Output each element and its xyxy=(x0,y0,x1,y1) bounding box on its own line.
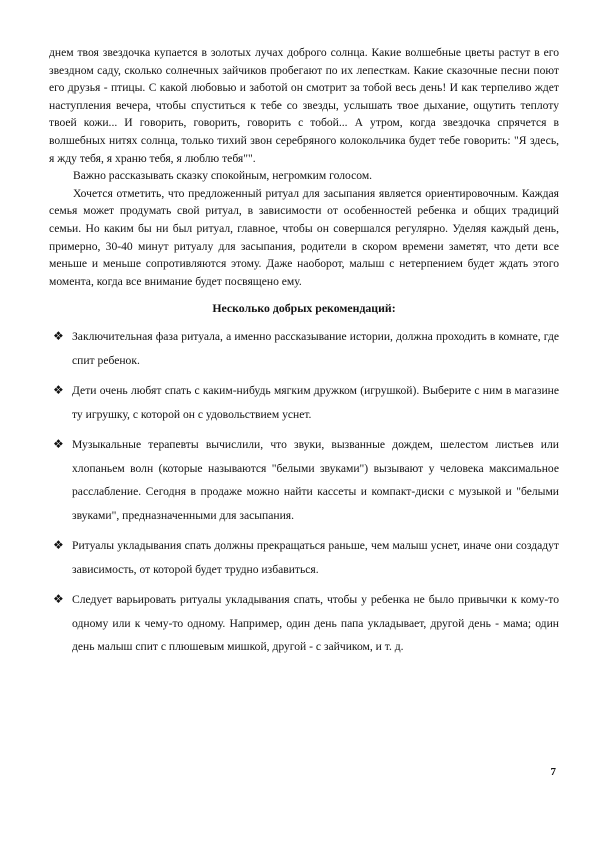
list-item-text: Ритуалы укладывания спать должны прекращаться раньше, чем малыш уснет, иначе они создадут зависимость, от которой будет трудно избавиться. xyxy=(72,539,559,576)
diamond-bullet-icon: ❖ xyxy=(53,329,64,344)
page-number: 7 xyxy=(550,766,556,778)
list-item xyxy=(49,534,559,581)
paragraph-tip-voice: Важно рассказывать сказку спокойным, негромким голосом. xyxy=(73,169,373,183)
paragraph-story-continuation: днем твоя звездочка купается в золотых лучах доброго солнца. Какие волшебные цветы растут в его звездном саду, сколько солнечных зайчиков пробегают по их лепесткам. Какие сказочные песни поют его друзья - птицы. С какой любовью и заботой он смотрит за тобой весь день! И как терпеливо ждет наступления вечера, чтобы спуститься к тебе со звезды, услышать твое дыхание, ощутить теплоту твоей кожи... И говорить, говорить, говорить с тобой... А утром, когда звездочка спрячется в волшебных нитях солнца, только тихий звон серебряного колокольчика будет тебе говорить: "Я здесь, я жду тебя, я храню тебя, я люблю тебя"". xyxy=(49,46,559,165)
list-item xyxy=(49,325,559,372)
list-item-text: Музыкальные терапевты вычислили, что звуки, вызванные дождем, шелестом листьев или хлопаньем волн (которые называются "белыми звуками") вызывают у человека максимальное расслабление. Сегодня в продаже можно найти кассеты и компакт-диски с музыкой и "белыми звуками", предназначенными для засыпания. xyxy=(72,438,559,522)
recommendations-list xyxy=(49,325,559,659)
paragraph-ritual-note: Хочется отметить, что предложенный ритуал для засыпания является ориентировочным. Каждая семья может продумать свой ритуал, в зависимости от особенностей ребенка и общих традиций семьи. Но каким бы ни был ритуал, главное, чтобы он совершался регулярно. Уделяя каждый день, примерно, 30-40 минут ритуалу для засыпания, родители в скором времени заметят, что дети все меньше и меньше сопротивляются этому. Даже наоборот, малыш с нетерпением будет ждать этого момента, когда все внимание будет посвящено ему. xyxy=(49,186,559,288)
list-item-text: Дети очень любят спать с каким-нибудь мягким дружком (игрушкой). Выберите с ним в магазине ту игрушку, с которой он с удовольствием уснет. xyxy=(72,384,559,421)
list-item xyxy=(49,379,559,426)
diamond-bullet-icon: ❖ xyxy=(53,437,64,452)
diamond-bullet-icon: ❖ xyxy=(53,592,64,607)
recommendations-heading: Несколько добрых рекомендаций: xyxy=(212,301,396,316)
diamond-bullet-icon: ❖ xyxy=(53,383,64,398)
diamond-bullet-icon: ❖ xyxy=(53,538,64,553)
body-text xyxy=(49,44,559,290)
list-item-text: Заключительная фаза ритуала, а именно рассказывание истории, должна проходить в комнате, где спит ребенок. xyxy=(72,330,559,367)
list-item-text: Следует варьировать ритуалы укладывания спать, чтобы у ребенка не было привычки к кому-то одному или к чему-то одному. Например, один день папа укладывает, другой день - мама; один день малыш спит с плюшевым мишкой, другой - с зайчиком, и т. д. xyxy=(72,593,559,654)
list-item xyxy=(49,588,559,659)
list-item xyxy=(49,433,559,527)
